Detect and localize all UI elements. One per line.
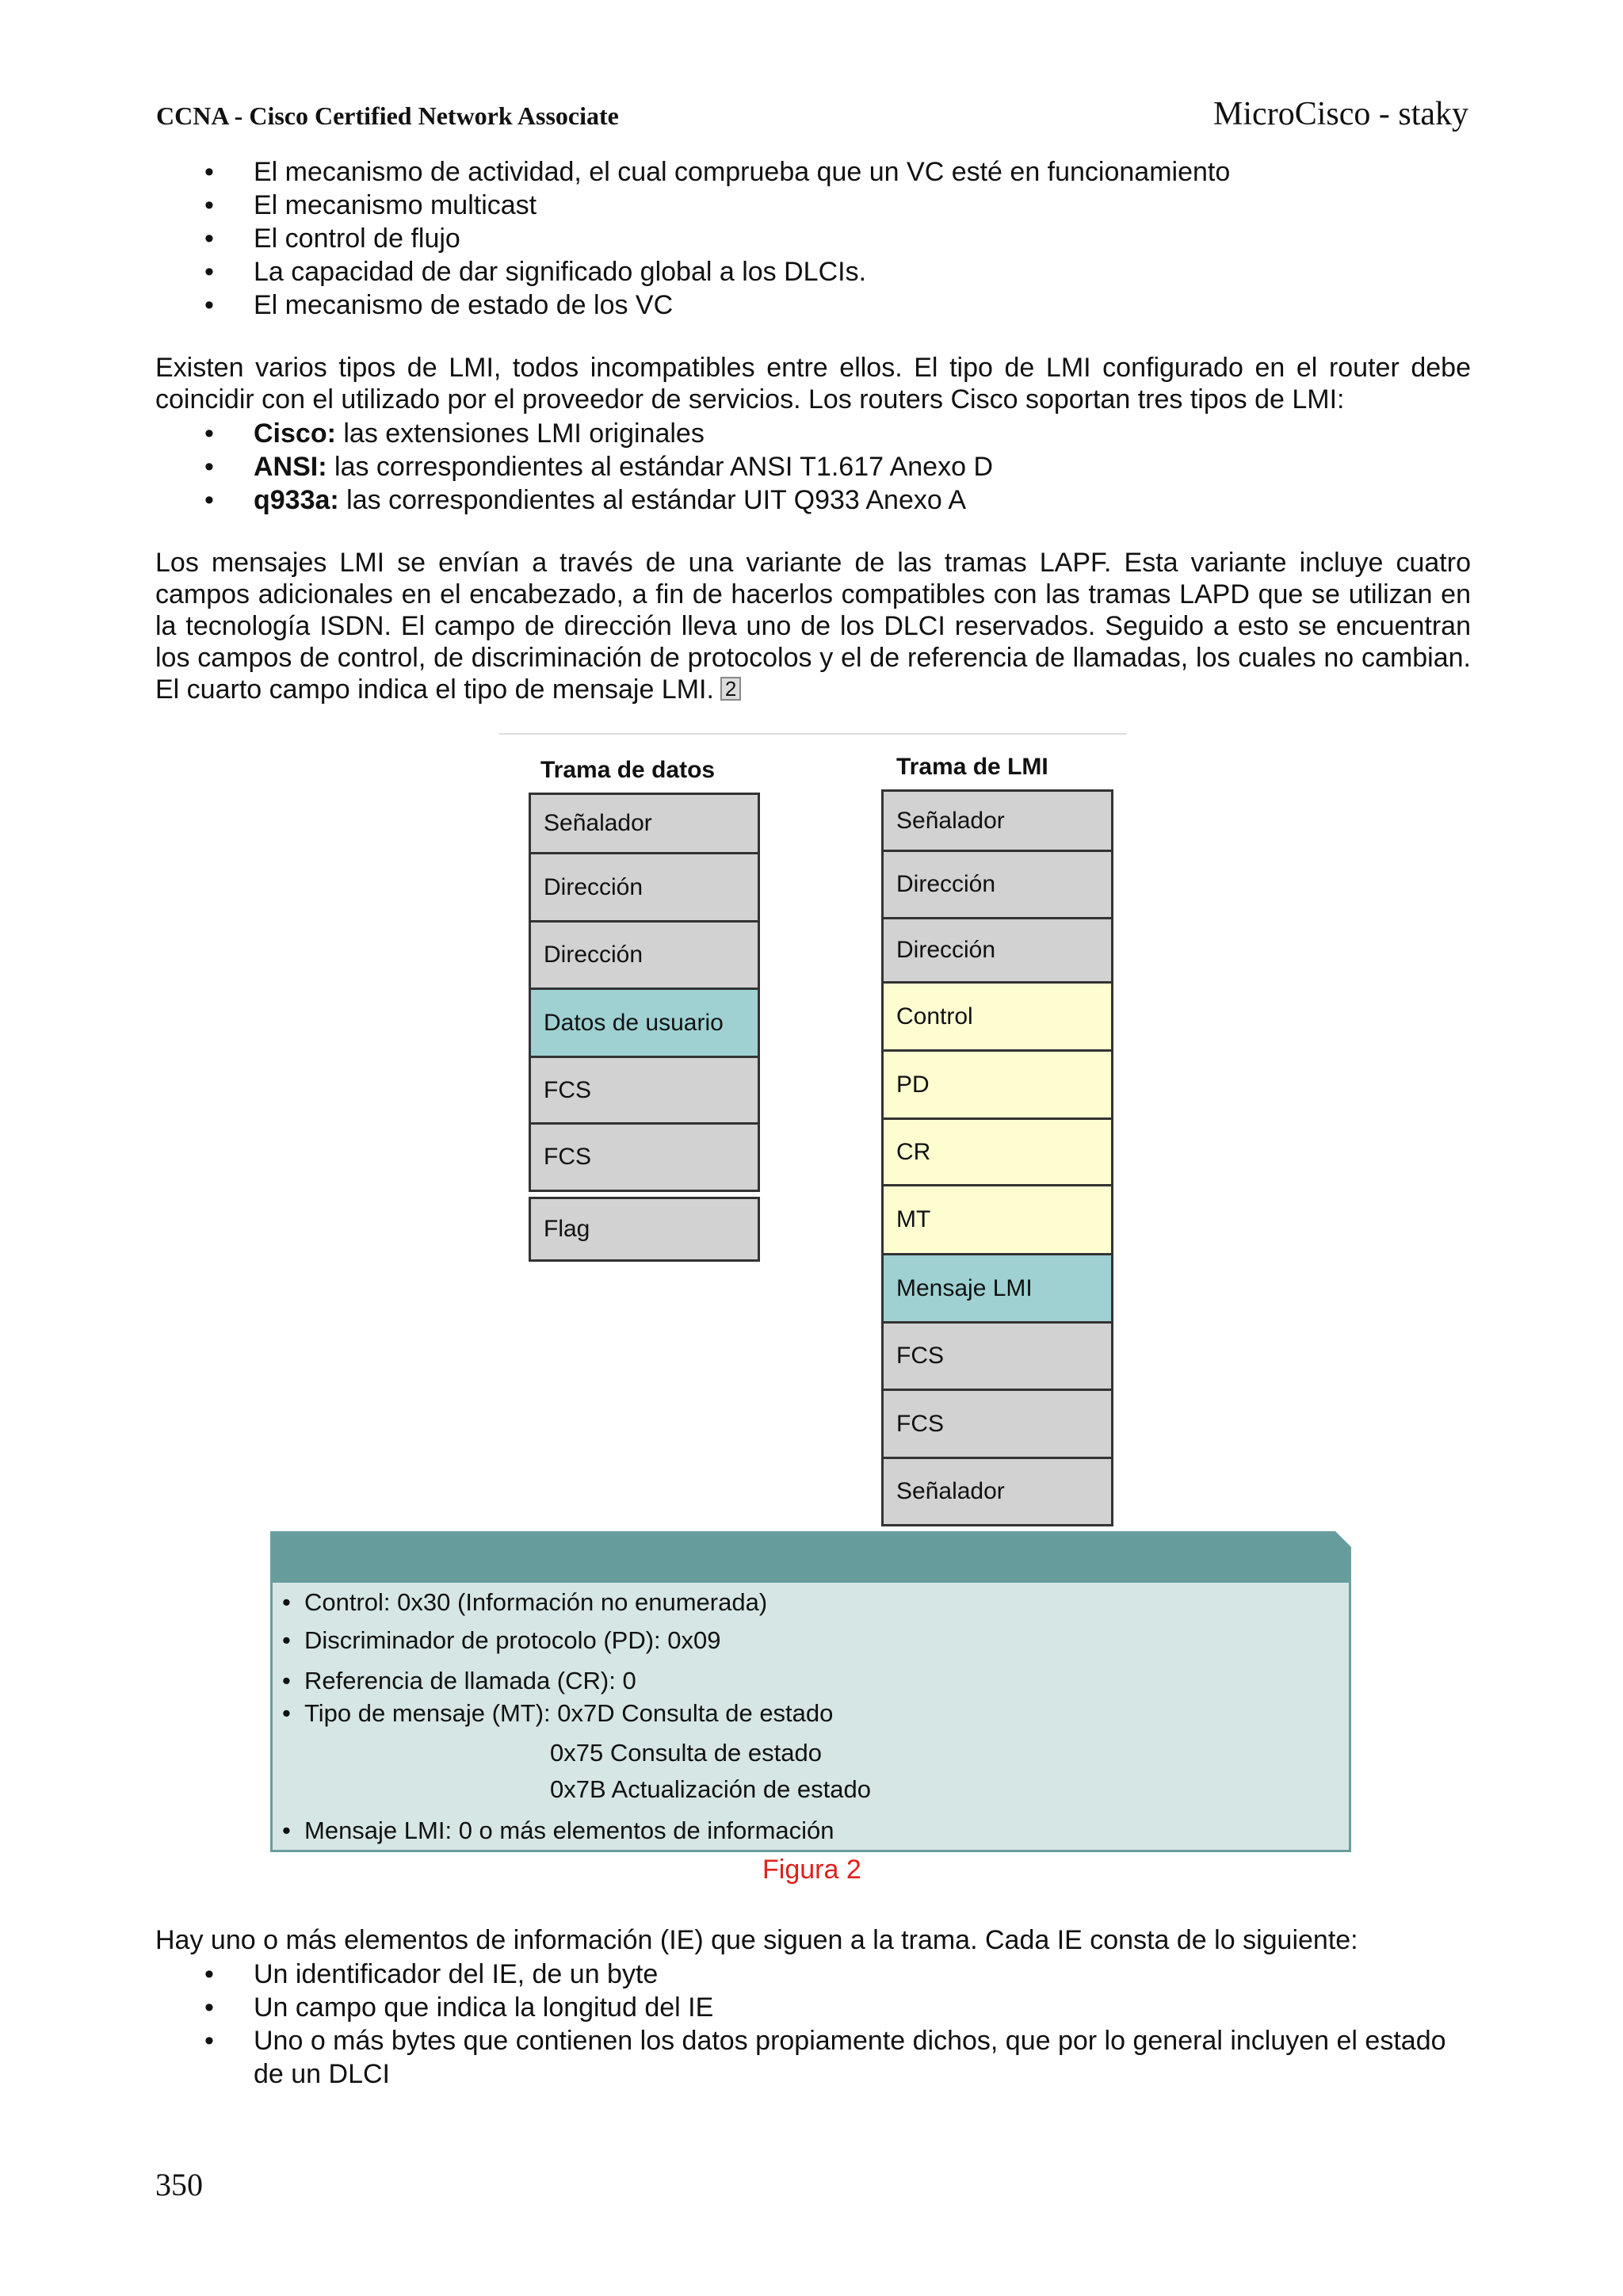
header-author: MicroCisco - staky: [1213, 96, 1468, 132]
list-item: [155, 417, 1503, 450]
list-item: • El mecanismo de actividad, el cual comprueba que un VC esté en funcionamiento: [155, 155, 1503, 189]
data-frame-field: FCS: [529, 1122, 760, 1192]
legend-item: • Discriminador de protocolo (PD): 0x09: [282, 1626, 721, 1654]
data-frame-field: Datos de usuario: [529, 988, 760, 1058]
data-frame-field: Flag: [529, 1197, 760, 1262]
list-item: [155, 450, 1503, 483]
lmi-frame-field: Señalador: [881, 789, 1113, 852]
ie-list: [155, 1958, 1471, 2091]
paragraph-lmi-messages: [155, 547, 1471, 705]
page-number: 350: [155, 2167, 203, 2202]
lmi-frame-field: MT: [881, 1184, 1113, 1255]
list-item: • El control de flujo: [155, 222, 1503, 255]
list-item: • Un identificador del IE, de un byte: [155, 1958, 1471, 1991]
lmi-frame-field: FCS: [881, 1389, 1113, 1459]
paragraph-ie: Hay uno o más elementos de información (IE) que siguen a la trama. Cada IE consta de lo siguiente:: [155, 1925, 1358, 1955]
legend-item: • Control: 0x30 (Información no enumerada): [282, 1588, 768, 1616]
lmi-type-name: ANSI:: [254, 452, 327, 482]
lmi-frame-title: Trama de LMI: [896, 754, 1048, 780]
legend-item: • Referencia de llamada (CR): 0: [282, 1667, 636, 1694]
lmi-frame-field: Dirección: [881, 850, 1113, 919]
paragraph-text: Los mensajes LMI se envían a través de una variante de las tramas LAPF. Esta variante incluye cuatro campos adicionales en el encabezado, a fin de hacerlos compatibles con las tramas LAPD que se utilizan en la tecnología ISDN. El campo de dirección lleva uno de los DLCI reservados. Seguido a esto se encuentran los campos de control, de discriminación de protocolos y el de referencia de llamadas, los cuales no cambian. El cuarto campo indica el tipo de mensaje LMI.: [155, 548, 1471, 705]
list-item: • El mecanismo de estado de los VC: [155, 288, 1503, 322]
lmi-type-name: q933a:: [254, 485, 339, 515]
header-title: CCNA - Cisco Certified Network Associate: [156, 101, 619, 130]
paragraph-lmi-types: Existen varios tipos de LMI, todos incompatibles entre ellos. El tipo de LMI configurado en el router debe coincidir con el utilizado por el proveedor de servicios. Los routers Cisco soportan tres tipos de LMI:: [155, 353, 1471, 415]
figure-legend: [270, 1531, 1351, 1852]
lmi-type-desc: las extensiones LMI originales: [335, 418, 705, 449]
data-frame-field: Dirección: [529, 852, 760, 923]
lmi-frame-field: Dirección: [881, 917, 1113, 984]
lmi-types-list: [155, 417, 1503, 517]
figure-ref-link[interactable]: 2: [720, 677, 741, 701]
data-frame-field: FCS: [529, 1056, 760, 1125]
data-frame-field: Señalador: [529, 793, 760, 854]
lmi-features-list: [155, 155, 1503, 322]
lmi-frame-field: FCS: [881, 1321, 1113, 1391]
data-frame-title: Trama de datos: [540, 757, 716, 783]
list-item: • Uno o más bytes que contienen los datos propiamente dichos, que por lo general incluyen el estado de un DLCI: [155, 2024, 1471, 2091]
legend-item: 0x75 Consulta de estado: [550, 1739, 822, 1767]
lmi-frame-field: CR: [881, 1117, 1113, 1186]
legend-item: 0x7B Actualización de estado: [550, 1775, 871, 1803]
figure-caption: Figura 2: [762, 1855, 861, 1885]
legend-item: • Tipo de mensaje (MT): 0x7D Consulta de estado: [282, 1699, 834, 1727]
data-frame-field: Dirección: [529, 920, 760, 990]
lmi-type-name: Cisco:: [254, 418, 336, 449]
legend-item: • Mensaje LMI: 0 o más elementos de información: [282, 1817, 834, 1844]
list-item: [155, 483, 1503, 517]
lmi-type-desc: las correspondientes al estándar ANSI T1.617 Anexo D: [327, 452, 993, 482]
lmi-frame-field: Señalador: [881, 1457, 1113, 1526]
list-item: • La capacidad de dar significado global a los DLCIs.: [155, 255, 1503, 288]
lmi-frame-field: Mensaje LMI: [881, 1253, 1113, 1324]
figure-divider: [499, 733, 1127, 735]
list-item: • El mecanismo multicast: [155, 189, 1503, 222]
legend-header-bar: [273, 1534, 1349, 1583]
lmi-frame-field: PD: [881, 1049, 1113, 1120]
lmi-frame-field: Control: [881, 981, 1113, 1052]
lmi-type-desc: las correspondientes al estándar UIT Q933 Anexo A: [338, 485, 967, 515]
list-item: • Un campo que indica la longitud del IE: [155, 1991, 1471, 2024]
